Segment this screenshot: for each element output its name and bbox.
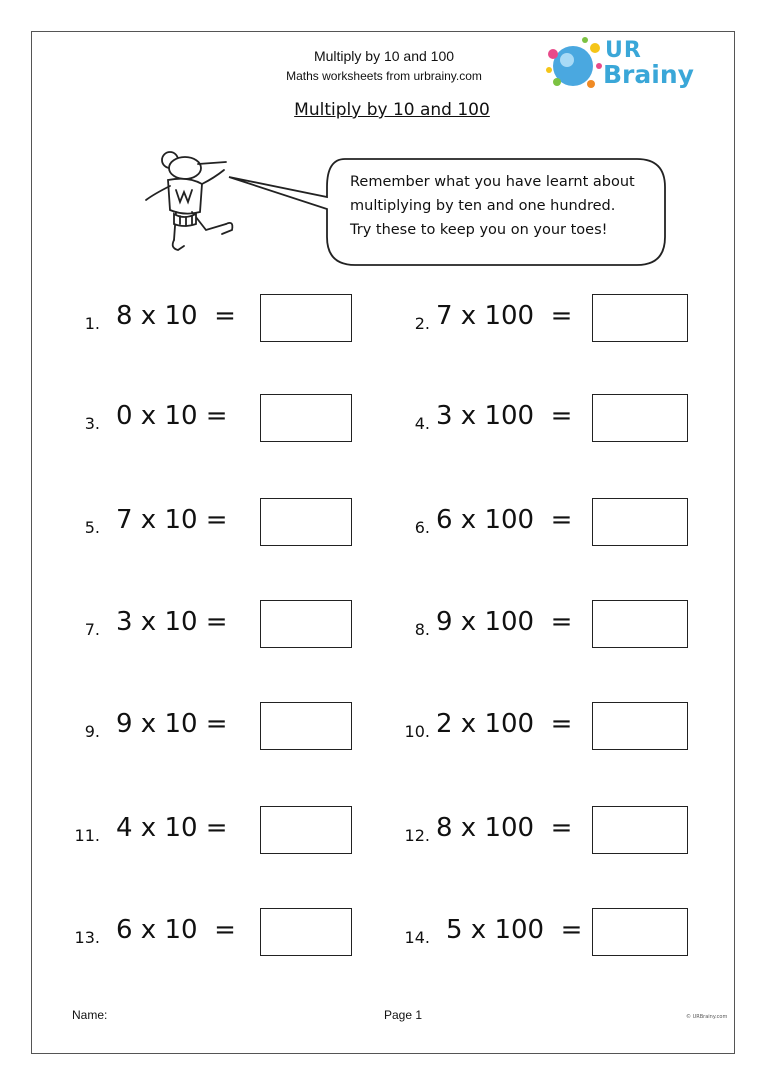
problem-expression: 7 x 100 =: [436, 301, 573, 331]
document-title: Multiply by 10 and 100: [313, 48, 455, 64]
speech-bubble-text: [350, 170, 650, 242]
problem-number: 13.: [74, 928, 100, 947]
speech-line: multiplying by ten and one hundred.: [350, 198, 616, 214]
problem-number: 1.: [84, 314, 100, 333]
problem-expression: 9 x 10 =: [116, 709, 228, 739]
answer-box[interactable]: [592, 702, 688, 750]
problem-expression: 7 x 10 =: [116, 505, 228, 535]
problem-expression: 9 x 100 =: [436, 607, 573, 637]
answer-box[interactable]: [260, 908, 352, 956]
problem-number: 7.: [84, 620, 100, 639]
answer-box[interactable]: [260, 394, 352, 442]
problem-number: 12.: [404, 826, 430, 845]
problem-expression: 8 x 10 =: [116, 301, 236, 331]
problem-number: 8.: [414, 620, 430, 639]
problem-expression: 3 x 10 =: [116, 607, 228, 637]
logo-text-bottom: Brainy: [603, 60, 694, 89]
problem-expression: 3 x 100 =: [436, 401, 573, 431]
problem-expression: 6 x 10 =: [116, 915, 236, 945]
answer-box[interactable]: [260, 806, 352, 854]
mouse-mascot-icon: [140, 150, 240, 260]
worksheet-heading: Multiply by 10 and 100: [294, 100, 490, 120]
answer-box[interactable]: [592, 294, 688, 342]
document-subtitle: Maths worksheets from urbrainy.com: [286, 69, 482, 83]
problem-number: 6.: [414, 518, 430, 537]
answer-box[interactable]: [592, 498, 688, 546]
problem-expression: 6 x 100 =: [436, 505, 573, 535]
problem-expression: 4 x 10 =: [116, 813, 228, 843]
copyright-notice: © URBrainy.com: [686, 1014, 728, 1020]
answer-box[interactable]: [592, 600, 688, 648]
problem-number: 9.: [84, 722, 100, 741]
answer-box[interactable]: [260, 498, 352, 546]
answer-box[interactable]: [592, 908, 688, 956]
urbrainy-logo: [545, 36, 695, 96]
speech-line: Remember what you have learnt about: [350, 174, 635, 190]
logo-text-top: UR: [605, 38, 642, 63]
problem-expression: 8 x 100 =: [436, 813, 573, 843]
answer-box[interactable]: [592, 806, 688, 854]
answer-box[interactable]: [592, 394, 688, 442]
problem-number: 10.: [404, 722, 430, 741]
problem-number: 5.: [84, 518, 100, 537]
problem-number: 4.: [414, 414, 430, 433]
problem-number: 11.: [74, 826, 100, 845]
problem-number: 14.: [404, 928, 430, 947]
problem-number: 3.: [84, 414, 100, 433]
answer-box[interactable]: [260, 294, 352, 342]
problem-expression: 2 x 100 =: [436, 709, 573, 739]
answer-box[interactable]: [260, 600, 352, 648]
speech-line: Try these to keep you on your toes!: [350, 222, 608, 238]
answer-box[interactable]: [260, 702, 352, 750]
page-number: Page 1: [384, 1008, 423, 1022]
problem-expression: 5 x 100 =: [446, 915, 583, 945]
name-label: Name:: [72, 1008, 108, 1022]
problem-number: 2.: [414, 314, 430, 333]
problem-expression: 0 x 10 =: [116, 401, 228, 431]
